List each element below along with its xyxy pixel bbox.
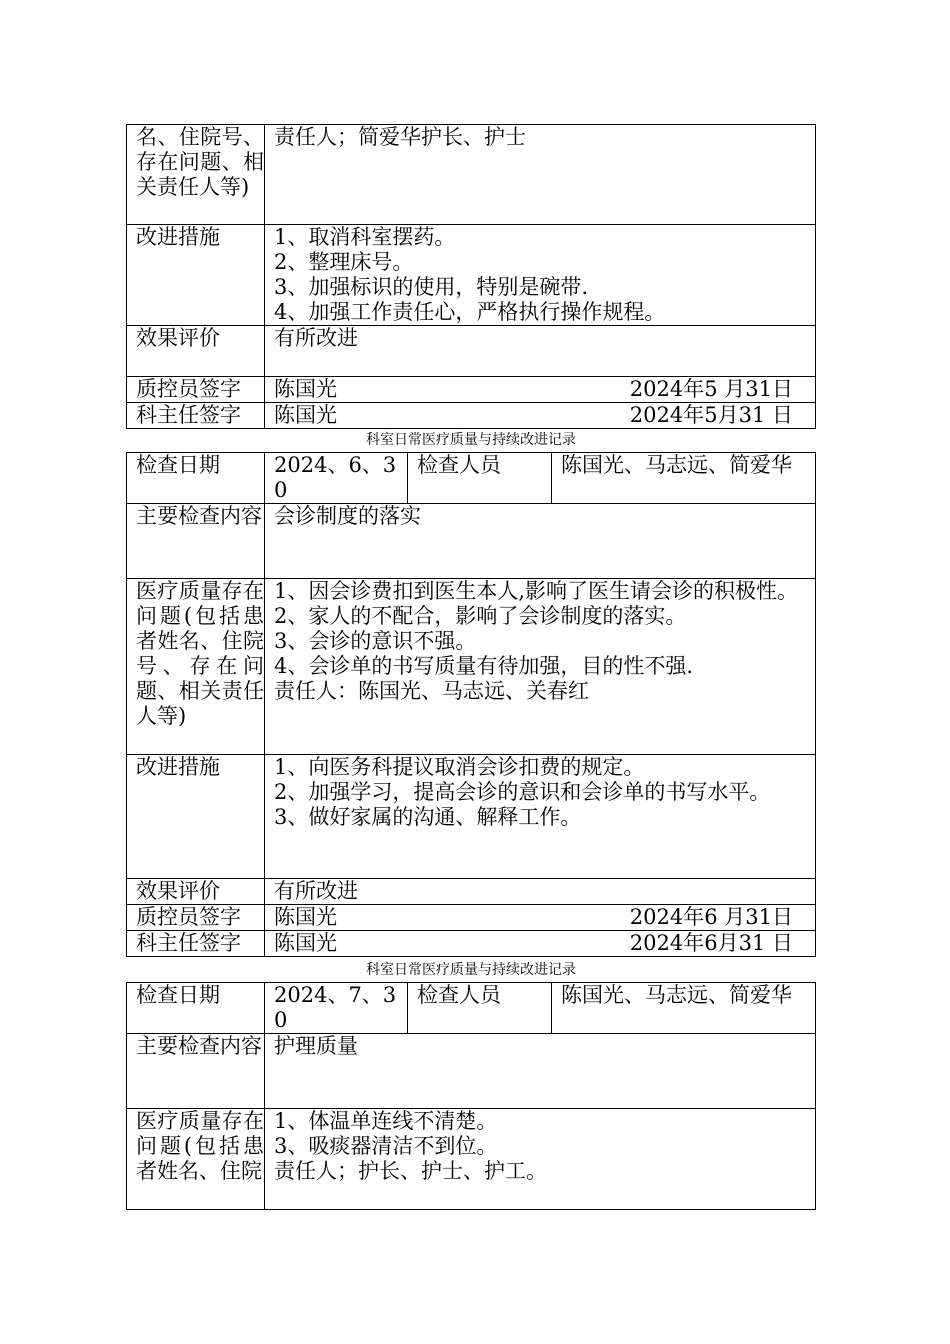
measure-line: 2、加强学习，提高会诊的意识和会诊单的书写水平。 — [274, 780, 771, 804]
problem-line: 责任人；护长、护士、护工。 — [274, 1159, 547, 1183]
content-label: 主要检查内容 — [136, 1034, 262, 1058]
problem-content — [265, 125, 816, 225]
measure-line: 3、做好家属的沟通、解释工作。 — [274, 805, 582, 829]
record-table-1 — [126, 124, 816, 429]
director-sign-row — [127, 931, 816, 957]
qc-sign-label: 质控员签字 — [136, 905, 241, 929]
inspector-label: 检查人员 — [408, 983, 552, 1034]
qc-sign-row — [127, 377, 816, 403]
problem-row — [127, 1109, 816, 1210]
problem-label: 医疗质量存在问题(包括患者姓名、住院 — [136, 1109, 264, 1183]
director-sign-date: 2024年6月31 日 — [629, 931, 793, 955]
measures-content — [265, 755, 816, 879]
measures-content — [265, 225, 816, 326]
qc-sign-label: 质控员签字 — [136, 377, 241, 401]
content-row — [127, 504, 816, 579]
measures-row — [127, 755, 816, 879]
table-caption: 科室日常医疗质量与持续改进记录 — [366, 962, 576, 978]
director-sign-name: 陈国光 — [274, 403, 337, 427]
problem-line: 3、吸痰器清洁不到位。 — [274, 1134, 498, 1158]
director-sign-label: 科主任签字 — [136, 931, 241, 955]
problem-line: 3、会诊的意识不强。 — [274, 629, 477, 653]
date-value: 2024、6、30 — [265, 453, 408, 504]
qc-sign-date: 2024年6 月31日 — [629, 905, 793, 929]
date-label: 检查日期 — [136, 453, 220, 477]
problem-line: 责任人；简爱华护长、护士 — [274, 125, 526, 149]
qc-sign-name: 陈国光 — [274, 905, 337, 929]
content-label: 主要检查内容 — [136, 504, 262, 528]
problem-label: 医疗质量存在问题(包括患者姓名、住院号、存在问题、相关责任人等) — [136, 579, 264, 728]
director-sign-date: 2024年5月31 日 — [629, 403, 793, 427]
record-table-3 — [126, 982, 816, 1210]
table-caption: 科室日常医疗质量与持续改进记录 — [366, 432, 576, 448]
director-sign-row — [127, 403, 816, 429]
inspector-names: 陈国光、马志远、简爱华 — [552, 453, 816, 504]
measure-line: 2、整理床号。 — [274, 250, 414, 274]
measure-line: 1、向医务科提议取消会诊扣费的规定。 — [274, 755, 645, 779]
qc-sign-date: 2024年5 月31日 — [629, 377, 793, 401]
eval-value: 有所改进 — [265, 326, 816, 377]
qc-sign-name: 陈国光 — [274, 377, 337, 401]
measures-label: 改进措施 — [136, 755, 220, 779]
eval-label: 效果评价 — [136, 326, 220, 350]
problem-line: 2、家人的不配合，影响了会诊制度的落实。 — [274, 604, 687, 628]
inspector-label: 检查人员 — [408, 453, 552, 504]
content-row — [127, 1034, 816, 1109]
problem-line: 1、因会诊费扣到医生本人,影响了医生请会诊的积极性。 — [274, 579, 799, 603]
content-value: 会诊制度的落实 — [265, 504, 816, 579]
eval-row — [127, 879, 816, 905]
measure-line: 1、取消科室摆药。 — [274, 225, 456, 249]
problem-line: 4、会诊单的书写质量有待加强，目的性不强. — [274, 654, 694, 678]
problem-row — [127, 125, 816, 225]
problem-row — [127, 579, 816, 755]
eval-label: 效果评价 — [136, 879, 220, 903]
inspector-names: 陈国光、马志远、简爱华 — [552, 983, 816, 1034]
date-row — [127, 453, 816, 504]
measures-row — [127, 225, 816, 326]
record-table-2 — [126, 452, 816, 957]
qc-sign-row — [127, 905, 816, 931]
measures-label: 改进措施 — [136, 225, 220, 249]
director-sign-label: 科主任签字 — [136, 403, 241, 427]
problem-line: 1、体温单连线不清楚。 — [274, 1109, 498, 1133]
problem-content — [265, 1109, 816, 1210]
measure-line: 3、加强标识的使用，特别是碗带. — [274, 275, 589, 299]
date-row — [127, 983, 816, 1034]
eval-row — [127, 326, 816, 377]
date-value: 2024、7、30 — [265, 983, 408, 1034]
eval-value: 有所改进 — [265, 879, 816, 905]
problem-label: 名、住院号、存在问题、相关责任人等) — [136, 125, 264, 199]
problem-line: 责任人：陈国光、马志远、关春红 — [274, 679, 589, 703]
problem-content — [265, 579, 816, 755]
measure-line: 4、加强工作责任心，严格执行操作规程。 — [274, 300, 666, 324]
director-sign-name: 陈国光 — [274, 931, 337, 955]
content-value: 护理质量 — [265, 1034, 816, 1109]
date-label: 检查日期 — [136, 983, 220, 1007]
